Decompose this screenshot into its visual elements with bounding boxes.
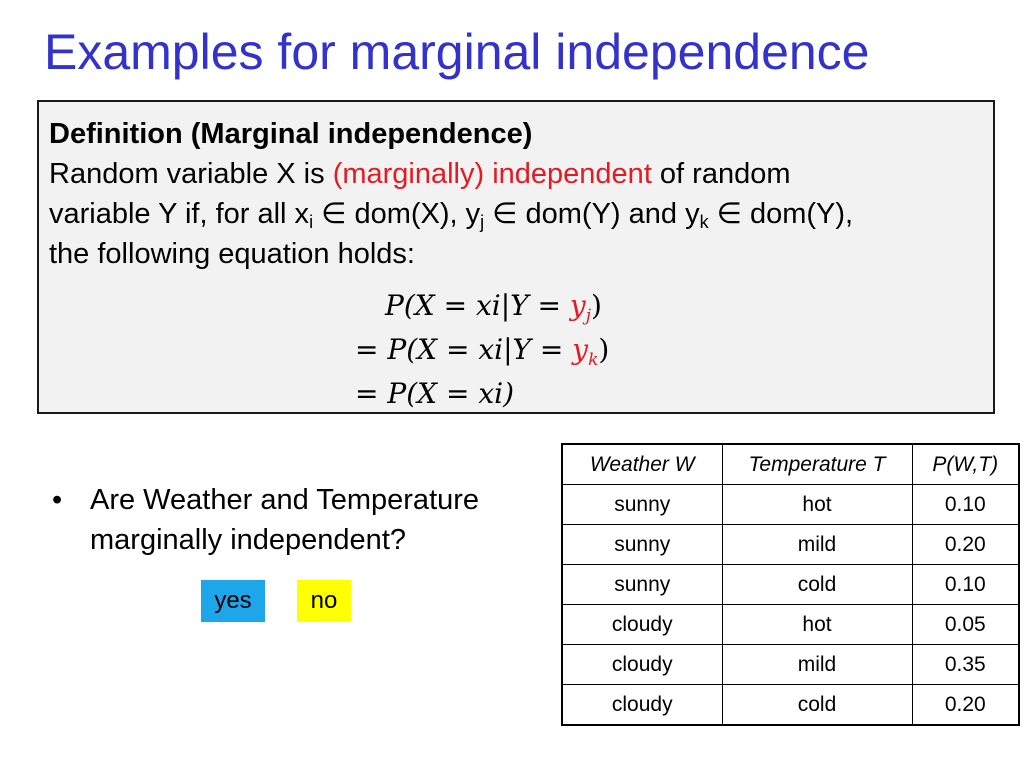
no-button[interactable]: no [297,580,351,622]
cell-probability: 0.10 [912,485,1019,525]
definition-line-2-b: ∈ dom(X), y [313,198,481,230]
cell-temperature: mild [722,645,912,685]
subscript-j: j [480,212,485,232]
equation-line-1 [355,284,609,328]
cell-temperature: mild [722,525,912,565]
cell-temperature: hot [722,485,912,525]
header-weather: Weather W [562,444,722,485]
cell-temperature: cold [722,685,912,726]
table-row [562,605,1019,645]
header-probability: P(W,T) [912,444,1019,485]
subscript-i: i [309,212,314,232]
equation-y-j-var: y [569,289,586,322]
definition-heading: Definition (Marginal independence) [49,118,533,150]
table-row [562,685,1019,726]
cell-probability: 0.35 [912,645,1019,685]
table-row [562,565,1019,605]
equation-y-j-sub: j [585,306,591,326]
definition-line-2 [49,194,989,234]
table-row [562,485,1019,525]
definition-line-1-pre: Random variable X is [49,158,333,190]
equation-y-k [572,333,599,370]
yes-button[interactable]: yes [201,580,265,622]
header-temperature: Temperature T [722,444,912,485]
table-header-row [562,444,1019,485]
equation-line-2-close: ) [598,333,610,366]
equation-line-1-text: P(X = xi|Y = [385,289,570,322]
cell-temperature: hot [722,605,912,645]
cell-weather: sunny [562,565,722,605]
definition-line-1-post: of random [651,158,791,190]
cell-probability: 0.10 [912,565,1019,605]
cell-probability: 0.20 [912,525,1019,565]
question-text: Are Weather and Temperature marginally independent? [90,484,480,556]
equation-line-2 [355,328,609,372]
subscript-k: k [699,212,709,232]
cell-probability: 0.05 [912,605,1019,645]
cell-weather: cloudy [562,685,722,726]
equation-line-2-text: = P(X = xi|Y = [355,333,573,366]
cell-weather: cloudy [562,645,722,685]
definition-box [37,100,995,414]
equation-line-3 [355,372,609,416]
probability-table [561,443,1020,726]
definition-line-1 [49,154,989,194]
cell-probability: 0.20 [912,685,1019,726]
equation [355,284,609,416]
table-row [562,525,1019,565]
definition-line-3: the following equation holds: [49,238,415,270]
question-bullet [52,480,572,560]
bullet-icon: • [52,484,63,516]
equation-y-k-sub: k [588,350,599,370]
definition-line-2-c: ∈ dom(Y) and y [484,198,700,230]
cell-weather: sunny [562,525,722,565]
equation-y-k-var: y [572,333,589,366]
highlighted-term: (marginally) independent [332,158,652,190]
cell-temperature: cold [722,565,912,605]
table-row [562,645,1019,685]
definition-line-2-a: variable Y if, for all x [49,198,310,230]
equation-line-3-text: = P(X = xi) [355,377,514,410]
slide-title: Examples for marginal independence [44,24,870,80]
definition-line-2-d: ∈ dom(Y), [708,198,854,230]
definition-text [49,114,989,274]
equation-line-1-close: ) [591,289,602,322]
cell-weather: cloudy [562,605,722,645]
cell-weather: sunny [562,485,722,525]
equation-y-j [569,289,591,326]
